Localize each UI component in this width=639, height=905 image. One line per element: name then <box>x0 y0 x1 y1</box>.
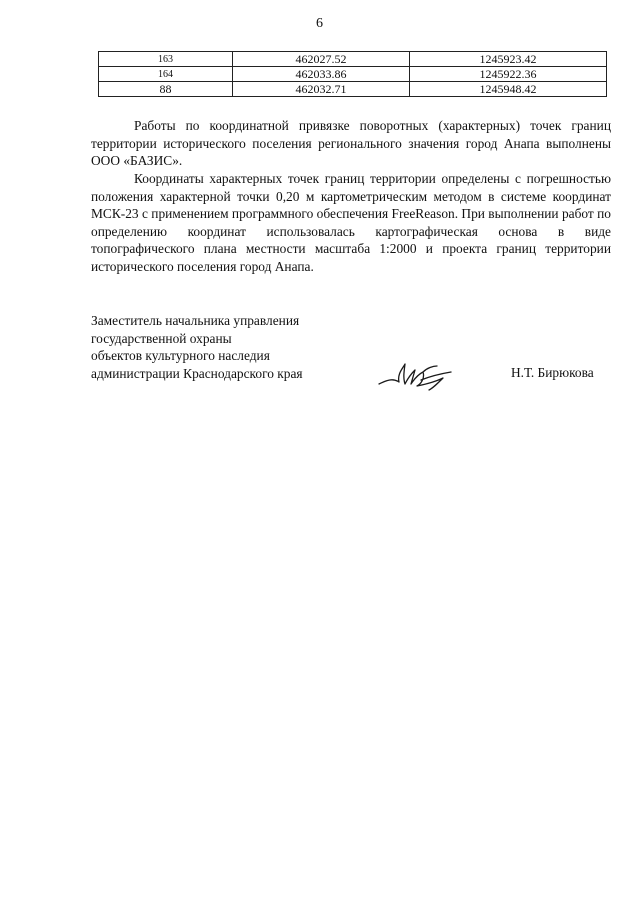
point-number-cell: 88 <box>99 82 233 97</box>
y-coordinate-cell: 1245923.42 <box>410 52 607 67</box>
position-line: администрации Краснодарского края <box>91 365 303 381</box>
point-number-cell: 164 <box>99 67 233 82</box>
y-coordinate-cell: 1245922.36 <box>410 67 607 82</box>
point-number-cell: 163 <box>99 52 233 67</box>
x-coordinate-cell: 462032.71 <box>233 82 410 97</box>
coordinates-table <box>98 51 607 97</box>
paragraph-method: Координаты характерных точек границ территории определены с погрешностью положения характерной точки 0,20 м картометрическим методом в системе координат МСК-23 с применением программного обеспечения FreeReason. При выполнении работ по определению координат использовалась картографическая основа в виде топографического плана местности масштаба 1:2000 и проекта границ территории исторического поселения город Анапа. <box>91 171 611 274</box>
signer-name: Н.Т. Бирюкова <box>511 365 594 380</box>
handwritten-signature <box>377 358 453 392</box>
x-coordinate-cell: 462027.52 <box>233 52 410 67</box>
y-coordinate-cell: 1245948.42 <box>410 82 607 97</box>
x-coordinate-cell: 462033.86 <box>233 67 410 82</box>
position-line: объектов культурного наследия <box>91 348 270 363</box>
position-line: государственной охраны <box>91 330 232 346</box>
position-line: Заместитель начальника управления <box>91 313 300 328</box>
signature-block <box>91 312 621 382</box>
paragraph-contractor: Работы по координатной привязке поворотных (характерных) точек границ территории исторического поселения регионального значения город Анапа выполнены ООО «БАЗИС». <box>91 118 611 168</box>
table-row <box>99 82 607 97</box>
page-number: 6 <box>316 16 323 31</box>
table-row <box>99 52 607 67</box>
table-row <box>99 67 607 82</box>
